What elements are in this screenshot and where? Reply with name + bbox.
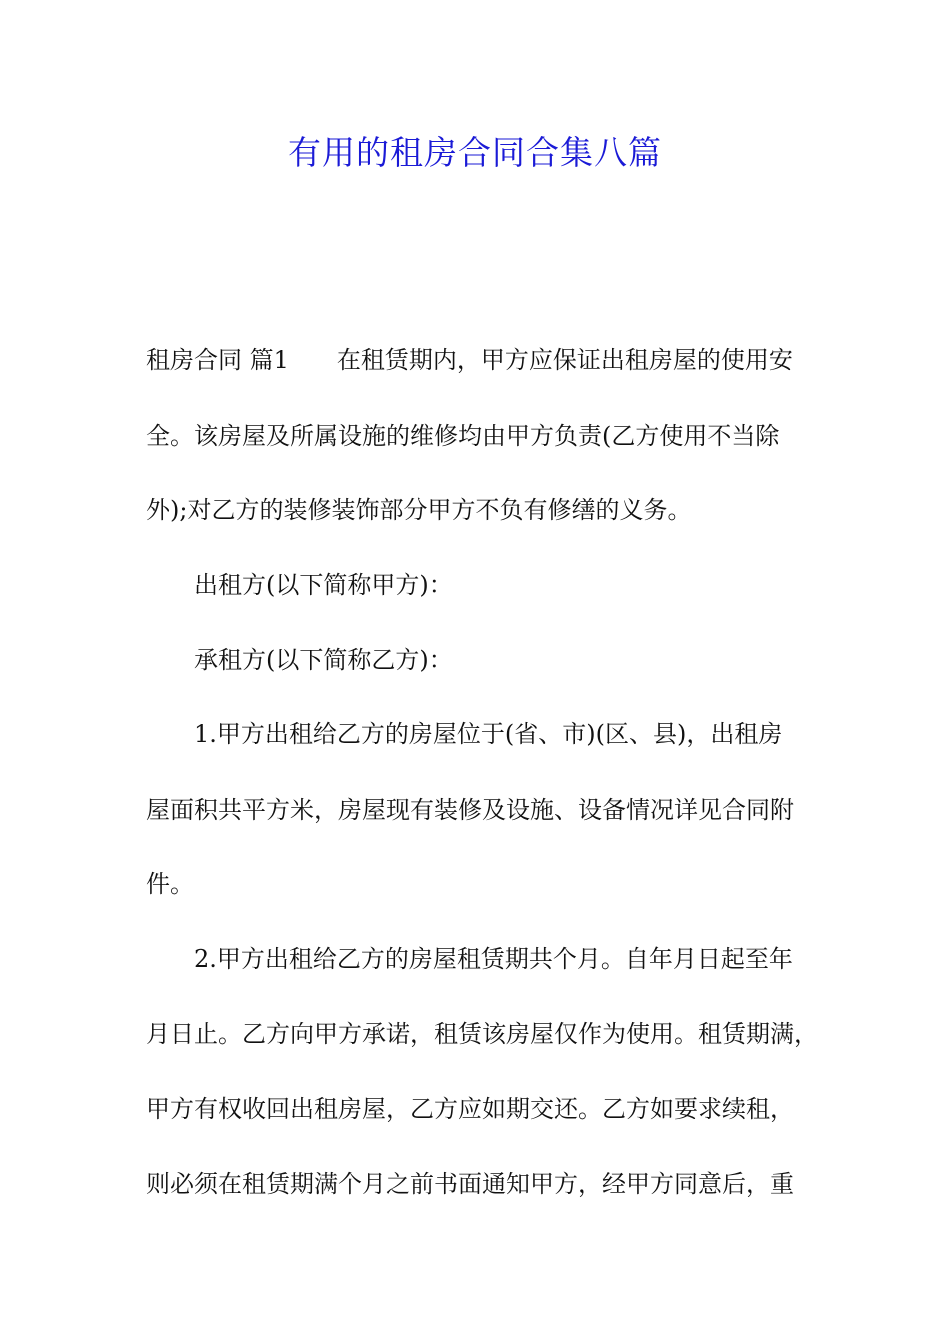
paragraph-line: 甲方有权收回出租房屋，乙方应如期交还。乙方如要求续租， [146,1095,794,1123]
paragraph-line: 租房合同 篇1 在租赁期内，甲方应保证出租房屋的使用安 [146,346,793,374]
paragraph-line: 全。该房屋及所属设施的维修均由甲方负责(乙方使用不当除 [146,422,780,450]
paragraph-line: 件。 [146,870,194,898]
paragraph-line: 承租方(以下简称乙方)： [194,646,453,674]
paragraph-line: 出租方(以下简称甲方)： [194,571,453,599]
document-title: 有用的租房合同合集八篇 [288,133,662,172]
paragraph-line: 2.甲方出租给乙方的房屋租赁期共个月。自年月日起至年 [194,945,793,973]
paragraph-line: 则必须在租赁期满个月之前书面通知甲方，经甲方同意后，重 [146,1170,794,1198]
paragraph-line: 外);对乙方的装修装饰部分甲方不负有修缮的义务。 [146,496,692,524]
paragraph-line: 月日止。乙方向甲方承诺，租赁该房屋仅作为使用。租赁期满， [146,1020,818,1048]
paragraph-line: 1.甲方出租给乙方的房屋位于(省、市)(区、县)，出租房 [194,720,783,748]
paragraph-line: 屋面积共平方米，房屋现有装修及设施、设备情况详见合同附 [146,796,794,824]
